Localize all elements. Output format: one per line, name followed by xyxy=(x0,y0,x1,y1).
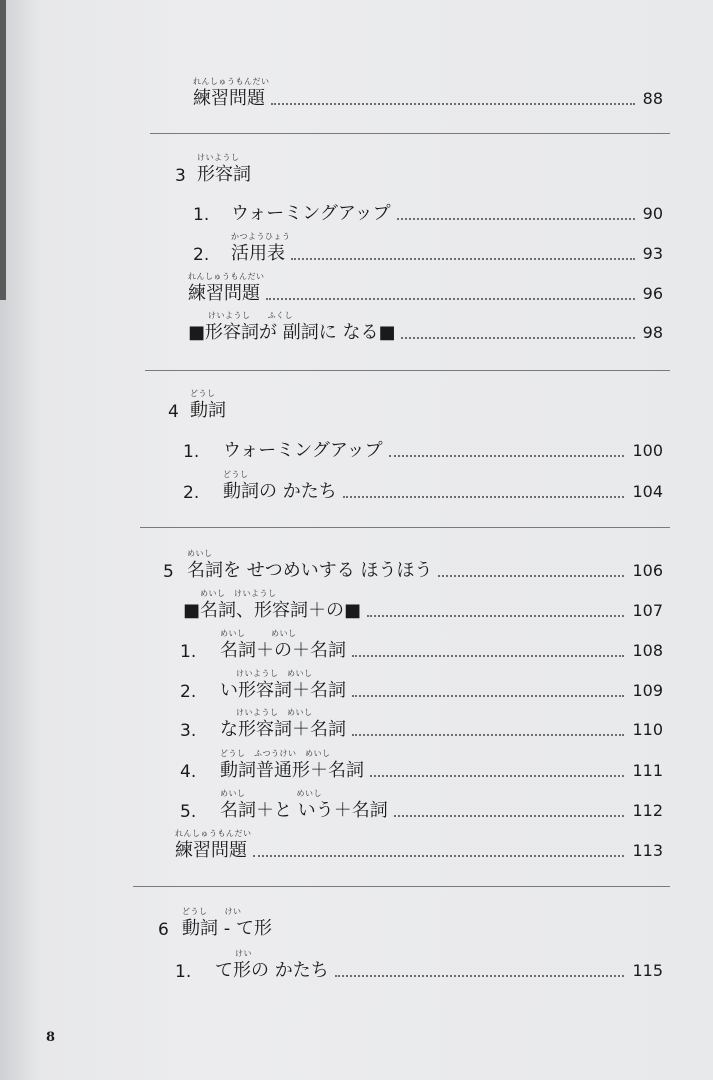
ruby-reading: けいようし ふくし xyxy=(208,311,293,320)
ruby-reading: どうし xyxy=(223,470,249,479)
section-title: 動詞 xyxy=(190,400,226,421)
section-number: 5 xyxy=(163,562,174,582)
ruby-reading: どうし けい xyxy=(182,907,242,916)
entry-title: 練習問題 xyxy=(193,88,265,109)
section-title: 名詞を せつめいする ほうほう xyxy=(187,560,433,581)
section-divider xyxy=(140,527,670,528)
ruby-reading: めいし めいし xyxy=(220,789,322,798)
section-title: 動詞 - て形 xyxy=(182,918,272,939)
section-number: 6 xyxy=(158,920,169,940)
toc-entry-4-2[interactable] xyxy=(183,470,663,503)
dot-leader xyxy=(253,855,624,857)
dot-leader xyxy=(401,337,634,339)
toc-section-3-adjectives[interactable] xyxy=(175,153,475,186)
dot-leader xyxy=(291,258,635,260)
page-number: 88 xyxy=(642,89,663,108)
page-number: 98 xyxy=(642,323,663,342)
section-divider xyxy=(133,886,670,887)
dot-leader xyxy=(343,496,625,498)
toc-entry-noun-adjective-no[interactable] xyxy=(183,589,663,622)
toc-section-4-verbs[interactable] xyxy=(168,389,468,422)
item-number: 5. xyxy=(180,802,197,822)
page-number: 106 xyxy=(632,561,663,580)
page-number: 107 xyxy=(632,601,663,620)
toc-entry-5-4[interactable] xyxy=(180,749,663,782)
ruby-reading: めいし めいし xyxy=(220,629,297,638)
entry-title: て形の かたち xyxy=(215,960,329,981)
section-divider xyxy=(150,133,670,134)
toc-entry-5-5[interactable] xyxy=(180,789,663,822)
item-number: 2. xyxy=(183,483,200,503)
item-number: 1. xyxy=(180,642,197,662)
entry-title: い形容詞＋名詞 xyxy=(220,680,346,701)
toc-entry-5-2[interactable] xyxy=(180,669,663,702)
entry-title: 名詞＋の＋名詞 xyxy=(220,640,346,661)
page-number: 100 xyxy=(632,441,663,460)
page-number: 111 xyxy=(632,761,663,780)
toc-entry-4-1[interactable] xyxy=(183,438,663,462)
dot-leader xyxy=(367,615,624,617)
dot-leader xyxy=(389,455,625,457)
page-number: 96 xyxy=(642,284,663,303)
dot-leader xyxy=(394,815,625,817)
entry-title: 練習問題 xyxy=(188,283,260,304)
entry-title: ウォーミングアップ xyxy=(223,440,383,461)
toc-entry-3-2[interactable] xyxy=(193,232,663,265)
dot-leader xyxy=(352,734,624,736)
ruby-reading: れんしゅうもんだい xyxy=(175,829,252,838)
section-number: 4 xyxy=(168,402,179,422)
ruby-reading: けいようし めいし xyxy=(236,708,313,717)
toc-entry-exercises-96[interactable] xyxy=(188,272,663,305)
item-number: 2. xyxy=(193,245,210,265)
entry-title: ■形容詞が 副詞に なる■ xyxy=(188,322,396,343)
item-number: 3. xyxy=(180,721,197,741)
page-number: 108 xyxy=(632,641,663,660)
toc-entry-adjective-adverb[interactable] xyxy=(188,311,663,344)
entry-title: ■名詞、形容詞＋の■ xyxy=(183,600,362,621)
page-number: 110 xyxy=(632,720,663,739)
ruby-reading: かつようひょう xyxy=(231,232,291,241)
entry-title: な形容詞＋名詞 xyxy=(220,719,346,740)
ruby-reading: めいし けいようし xyxy=(200,589,277,598)
ruby-reading: けいようし めいし xyxy=(236,669,313,678)
section-title: 形容詞 xyxy=(197,164,251,185)
entry-title: 動詞普通形＋名詞 xyxy=(220,760,364,781)
dot-leader xyxy=(438,575,624,577)
toc-entry-exercises-88[interactable] xyxy=(193,77,663,110)
item-number: 2. xyxy=(180,682,197,702)
item-number: 1. xyxy=(183,442,200,462)
dot-leader xyxy=(352,655,624,657)
toc-section-6-te-form[interactable] xyxy=(158,907,458,940)
ruby-reading: れんしゅうもんだい xyxy=(188,272,265,281)
ruby-reading: けいようし xyxy=(197,153,240,162)
ruby-reading: けい xyxy=(235,949,252,958)
entry-title: 動詞の かたち xyxy=(223,481,337,502)
page-number: 115 xyxy=(632,961,663,980)
page-number: 104 xyxy=(632,482,663,501)
page-number: 112 xyxy=(632,801,663,820)
ruby-reading: どうし ふつうけい めいし xyxy=(220,749,331,758)
entry-title: 活用表 xyxy=(231,243,285,264)
dot-leader xyxy=(266,298,635,300)
folio-page-number: 8 xyxy=(46,1030,56,1045)
item-number: 1. xyxy=(193,205,210,225)
dot-leader xyxy=(335,975,625,977)
page-number: 113 xyxy=(632,841,663,860)
dot-leader xyxy=(271,103,635,105)
entry-title: 名詞＋と いう＋名詞 xyxy=(220,800,388,821)
dot-leader xyxy=(370,775,624,777)
toc-entry-6-1[interactable] xyxy=(175,949,663,982)
toc-entry-3-1[interactable] xyxy=(193,201,663,225)
dot-leader xyxy=(352,695,624,697)
entry-title: 練習問題 xyxy=(175,840,247,861)
ruby-reading: れんしゅうもんだい xyxy=(193,77,270,86)
item-number: 1. xyxy=(175,962,192,982)
ruby-reading: めいし xyxy=(187,549,213,558)
ruby-reading: どうし xyxy=(190,389,216,398)
toc-entry-exercises-113[interactable] xyxy=(175,829,663,862)
toc-entry-5-3[interactable] xyxy=(180,708,663,741)
page-number: 90 xyxy=(642,204,663,223)
section-divider xyxy=(145,370,670,371)
dot-leader xyxy=(397,218,635,220)
toc-section-5-noun-modification[interactable] xyxy=(163,549,663,582)
page-number: 109 xyxy=(632,681,663,700)
section-number: 3 xyxy=(175,166,186,186)
page-number: 93 xyxy=(642,244,663,263)
page-spine-shadow xyxy=(0,0,6,300)
entry-title: ウォーミングアップ xyxy=(231,203,391,224)
item-number: 4. xyxy=(180,762,197,782)
toc-entry-5-1[interactable] xyxy=(180,629,663,662)
